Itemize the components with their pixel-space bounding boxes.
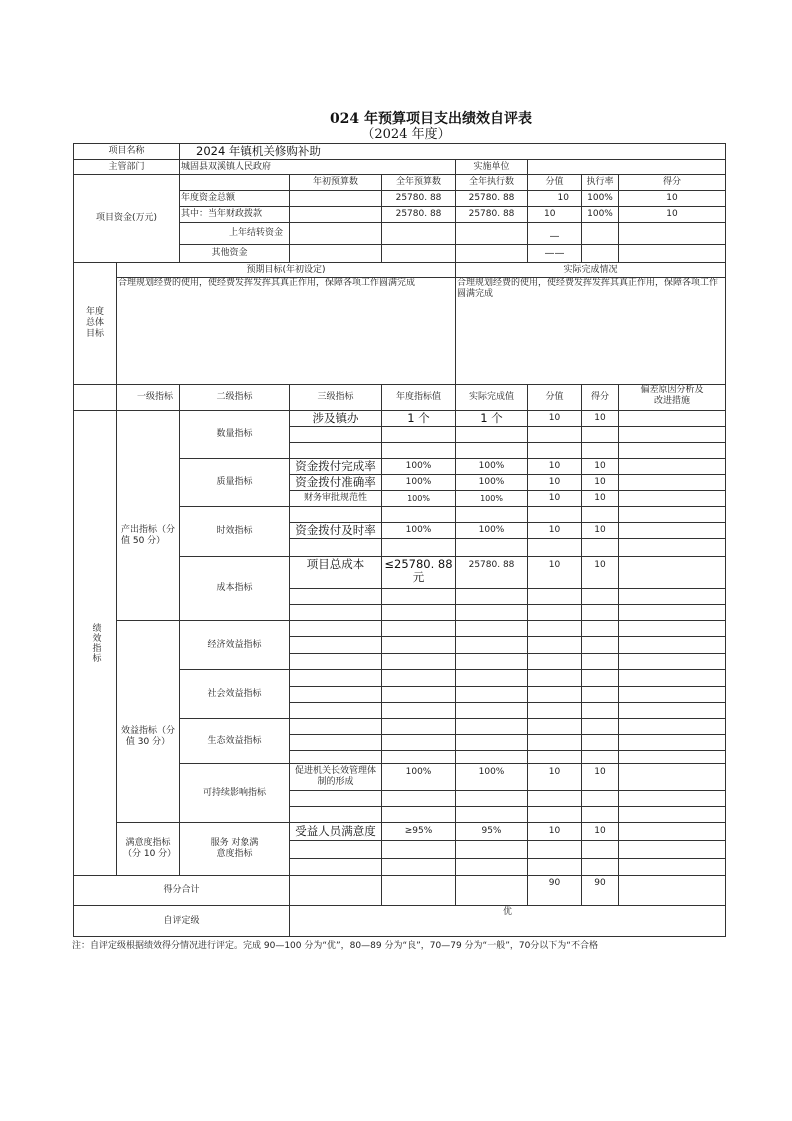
- funds-row-executed: [455, 222, 528, 245]
- grade-value: 优: [289, 905, 726, 937]
- indicator-analysis: [618, 426, 726, 443]
- indicator-target: [381, 669, 456, 687]
- indicator-score: 10: [581, 458, 619, 475]
- indicator-header-actual: 实际完成值: [455, 384, 528, 411]
- indicator-name: [289, 858, 382, 876]
- indicator-name: [289, 588, 382, 605]
- funds-col-weight: 分值: [527, 174, 582, 191]
- indicator-name: [289, 750, 382, 764]
- indicator-analysis: [618, 686, 726, 703]
- indicator-weight: 10: [527, 556, 582, 589]
- indicator-target: ≥95%: [381, 822, 456, 841]
- indicator-target: [381, 790, 456, 807]
- impl-value: [527, 159, 726, 175]
- indicator-actual: 95%: [455, 822, 528, 841]
- indicator-analysis: [618, 806, 726, 823]
- indicator-actual: [455, 718, 528, 735]
- indicator-header-score: 得分: [581, 384, 619, 411]
- funds-row-score: [618, 244, 726, 263]
- indicator-target: [381, 734, 456, 751]
- indicator-name: [289, 686, 382, 703]
- funds-row-label: 其中：当年财政拨款: [179, 206, 290, 223]
- indicator-weight: 10: [527, 763, 582, 791]
- indicator-analysis: [618, 620, 726, 637]
- indicator-target: [381, 702, 456, 719]
- indicator-actual: [455, 588, 528, 605]
- indicator-analysis: [618, 790, 726, 807]
- indicator-target: 100%: [381, 763, 456, 791]
- indicator-score: [581, 426, 619, 443]
- indicator-header-level1: 一级指标: [116, 384, 180, 411]
- goals-label: 年度总体目标: [73, 262, 117, 385]
- level1-benefit: 效益指标（分值 30 分）: [116, 620, 180, 823]
- funds-row-rate: 100%: [581, 206, 619, 223]
- indicator-target: 100%: [381, 474, 456, 491]
- indicator-name: [289, 790, 382, 807]
- indicator-target: [381, 442, 456, 459]
- indicator-weight: 10: [527, 458, 582, 475]
- funds-row-weight: 10: [527, 190, 582, 207]
- indicator-analysis: [618, 490, 726, 507]
- funds-row-score: [618, 222, 726, 245]
- funds-row-annual: 25780. 88: [381, 206, 456, 223]
- funds-col-score: 得分: [618, 174, 726, 191]
- level2-economic: 经济效益指标: [179, 620, 290, 670]
- indicator-target: [381, 636, 456, 654]
- indicator-analysis: [618, 410, 726, 427]
- indicator-actual: [455, 669, 528, 687]
- indicator-weight: [527, 426, 582, 443]
- funds-row-weight: 10: [527, 206, 582, 223]
- level1-satisfaction: 满意度指标（分 10 分）: [116, 822, 180, 876]
- indicator-target: [381, 718, 456, 735]
- indicator-actual: [455, 636, 528, 654]
- indicator-score: [581, 588, 619, 605]
- goals-expected-text: 合理规划经费的使用，使经费发挥发挥其真正作用，保障各项工作圆满完成: [116, 277, 456, 385]
- indicator-analysis: [618, 858, 726, 876]
- indicator-analysis: [618, 750, 726, 764]
- indicator-score: [581, 653, 619, 670]
- indicator-weight: [527, 653, 582, 670]
- indicator-score: [581, 790, 619, 807]
- indicator-analysis: [618, 458, 726, 475]
- funds-row-annual: [381, 244, 456, 263]
- indicator-score: [581, 858, 619, 876]
- indicator-weight: [527, 718, 582, 735]
- indicator-target: ≤25780. 88 元: [381, 556, 456, 589]
- indicator-name: [289, 636, 382, 654]
- indicator-actual: [455, 734, 528, 751]
- indicator-weight: [527, 790, 582, 807]
- indicator-name: 资金拨付完成率: [289, 458, 382, 475]
- indicator-name: [289, 620, 382, 637]
- dept-label: 主管部门: [73, 159, 180, 175]
- indicator-analysis: [618, 702, 726, 719]
- indicator-score: 10: [581, 556, 619, 589]
- indicator-header-target: 年度指标值: [381, 384, 456, 411]
- funds-row-weight: ——: [527, 244, 582, 263]
- indicator-weight: [527, 506, 582, 523]
- indicator-analysis: [618, 538, 726, 557]
- funds-row-label: 上年结转资金: [179, 222, 290, 245]
- indicator-header-weight: 分值: [527, 384, 582, 411]
- indicator-actual: 100%: [455, 458, 528, 475]
- level2-ecological: 生态效益指标: [179, 718, 290, 764]
- indicator-actual: [455, 442, 528, 459]
- funds-label: 项目资金(万元): [73, 174, 180, 263]
- indicator-score: 10: [581, 822, 619, 841]
- indicator-analysis: [618, 718, 726, 735]
- indicator-target: 100%: [381, 458, 456, 475]
- goals-actual-header: 实际完成情况: [455, 262, 726, 278]
- indicator-target: [381, 858, 456, 876]
- total-weight: 90: [527, 875, 582, 906]
- funds-header-blank: [179, 174, 290, 191]
- indicator-score: [581, 702, 619, 719]
- indicator-actual: 25780. 88: [455, 556, 528, 589]
- indicator-actual: [455, 806, 528, 823]
- indicator-weight: 10: [527, 410, 582, 427]
- indicator-name: [289, 734, 382, 751]
- indicator-analysis: [618, 506, 726, 523]
- indicator-target: [381, 538, 456, 557]
- indicator-analysis: [618, 604, 726, 621]
- indicator-analysis: [618, 763, 726, 791]
- indicator-actual: [455, 506, 528, 523]
- indicator-score: 10: [581, 490, 619, 507]
- level2-cost: 成本指标: [179, 556, 290, 621]
- indicator-target: 100%: [381, 490, 456, 507]
- indicator-score: [581, 840, 619, 859]
- indicator-name: [289, 840, 382, 859]
- indicator-name: [289, 718, 382, 735]
- funds-row-label: 其他资金: [179, 244, 290, 263]
- indicator-name: 受益人员满意度: [289, 822, 382, 841]
- grade-label: 自评定级: [73, 905, 290, 937]
- funds-col-annual: 全年预算数: [381, 174, 456, 191]
- indicator-actual: [455, 604, 528, 621]
- indicator-score: [581, 718, 619, 735]
- indicator-actual: [455, 750, 528, 764]
- indicator-actual: [455, 686, 528, 703]
- funds-col-initial: 年初预算数: [289, 174, 382, 191]
- goals-actual-text: 合理规划经费的使用，使经费发挥发挥其真正作用，保障各项工作圆满完成: [455, 277, 726, 385]
- funds-row-executed: 25780. 88: [455, 190, 528, 207]
- indicator-name: [289, 442, 382, 459]
- total-blank-2: [381, 875, 456, 906]
- project-name-value: 2024 年镇机关修购补助: [179, 143, 726, 160]
- indicator-score: 10: [581, 522, 619, 539]
- indicator-target: 100%: [381, 522, 456, 539]
- indicator-header-level2: 二级指标: [179, 384, 290, 411]
- indicator-analysis: [618, 442, 726, 459]
- dept-value: 城固县双溪镇人民政府: [179, 159, 456, 175]
- indicator-weight: [527, 806, 582, 823]
- indicator-score: [581, 669, 619, 687]
- project-name-label: 项目名称: [73, 143, 180, 160]
- indicator-analysis: [618, 556, 726, 589]
- indicator-target: [381, 620, 456, 637]
- indicator-analysis: [618, 636, 726, 654]
- level1-output: 产出指标（分值 50 分）: [116, 410, 180, 621]
- indicator-section-label: [73, 410, 117, 876]
- indicator-name: [289, 653, 382, 670]
- indicator-name: [289, 538, 382, 557]
- indicator-actual: [455, 790, 528, 807]
- indicator-section-text: 绩效指标: [90, 623, 101, 663]
- indicator-analysis: [618, 822, 726, 841]
- indicator-header-level3: 三级指标: [289, 384, 382, 411]
- indicator-target: [381, 653, 456, 670]
- indicator-weight: [527, 840, 582, 859]
- funds-row-annual: 25780. 88: [381, 190, 456, 207]
- funds-row-label: 年度资金总额: [179, 190, 290, 207]
- indicator-name: 促进机关长效管理体制的形成: [289, 763, 382, 791]
- indicator-actual: [455, 840, 528, 859]
- funds-row-score: 10: [618, 190, 726, 207]
- funds-row-initial: [289, 190, 382, 207]
- funds-row-weight: —: [527, 222, 582, 245]
- indicator-target: [381, 604, 456, 621]
- indicator-actual: [455, 858, 528, 876]
- funds-row-rate: [581, 222, 619, 245]
- indicator-score: [581, 750, 619, 764]
- indicator-target: [381, 806, 456, 823]
- indicator-score: 10: [581, 410, 619, 427]
- impl-label: 实施单位: [455, 159, 528, 175]
- level2-quality: 质量指标: [179, 458, 290, 507]
- indicator-analysis: [618, 669, 726, 687]
- indicator-weight: [527, 858, 582, 876]
- indicator-target: [381, 426, 456, 443]
- indicator-score: [581, 506, 619, 523]
- indicator-target: [381, 686, 456, 703]
- indicator-score: [581, 636, 619, 654]
- funds-row-score: 10: [618, 206, 726, 223]
- indicator-analysis: [618, 653, 726, 670]
- indicator-actual: [455, 538, 528, 557]
- page-title: 024 年预算项目支出绩效自评表: [329, 111, 533, 127]
- page-subtitle: （2024 年度）: [361, 127, 451, 142]
- indicator-weight: [527, 620, 582, 637]
- funds-row-rate: 100%: [581, 190, 619, 207]
- indicator-actual: 100%: [455, 490, 528, 507]
- indicator-score: [581, 686, 619, 703]
- total-blank-3: [455, 875, 528, 906]
- indicator-weight: [527, 442, 582, 459]
- indicator-actual: [455, 653, 528, 670]
- indicator-target: [381, 840, 456, 859]
- indicator-header-blank: [73, 384, 117, 411]
- level2-social: 社会效益指标: [179, 669, 290, 719]
- indicator-weight: [527, 538, 582, 557]
- funds-row-executed: [455, 244, 528, 263]
- funds-col-executed: 全年执行数: [455, 174, 528, 191]
- level2-sustainable: 可持续影响指标: [179, 763, 290, 823]
- indicator-weight: [527, 588, 582, 605]
- total-blank-1: [289, 875, 382, 906]
- indicator-score: [581, 538, 619, 557]
- footnote: 注：自评定级根据绩效得分情况进行评定。完成 90—100 分为“优”，80—89 分为“良”，70—79 分为“一般”，70分以下为“不合格: [72, 941, 598, 951]
- indicator-weight: [527, 750, 582, 764]
- indicator-name: [289, 702, 382, 719]
- indicator-score: 10: [581, 474, 619, 491]
- indicator-weight: [527, 734, 582, 751]
- indicator-weight: [527, 604, 582, 621]
- indicator-actual: 100%: [455, 522, 528, 539]
- indicator-weight: [527, 669, 582, 687]
- indicator-analysis: [618, 840, 726, 859]
- indicator-name: 涉及镇办: [289, 410, 382, 427]
- indicator-weight: [527, 686, 582, 703]
- indicator-weight: [527, 636, 582, 654]
- goals-expected-header: 预期目标(年初设定): [116, 262, 456, 278]
- funds-row-initial: [289, 244, 382, 263]
- indicator-name: 资金拨付准确率: [289, 474, 382, 491]
- indicator-weight: [527, 702, 582, 719]
- level2-service-satisfaction: 服务 对象满意度指标: [179, 822, 290, 876]
- funds-row-initial: [289, 222, 382, 245]
- indicator-name: 资金拨付及时率: [289, 522, 382, 539]
- indicator-score: [581, 620, 619, 637]
- indicator-score: [581, 734, 619, 751]
- indicator-name: [289, 806, 382, 823]
- indicator-actual: 1 个: [455, 410, 528, 427]
- indicator-score: [581, 806, 619, 823]
- indicator-analysis: [618, 734, 726, 751]
- indicator-weight: 10: [527, 822, 582, 841]
- funds-row-executed: 25780. 88: [455, 206, 528, 223]
- indicator-target: [381, 506, 456, 523]
- funds-row-rate: [581, 244, 619, 263]
- indicator-analysis: [618, 588, 726, 605]
- indicator-score: [581, 442, 619, 459]
- indicator-score: [581, 604, 619, 621]
- level2-timeliness: 时效指标: [179, 506, 290, 557]
- indicator-name: [289, 669, 382, 687]
- total-label: 得分合计: [73, 875, 290, 906]
- level2-quantity: 数量指标: [179, 410, 290, 459]
- indicator-actual: [455, 620, 528, 637]
- funds-row-annual: [381, 222, 456, 245]
- indicator-name: 财务审批规范性: [289, 490, 382, 507]
- indicator-actual: 100%: [455, 474, 528, 491]
- indicator-name: [289, 426, 382, 443]
- indicator-weight: 10: [527, 490, 582, 507]
- indicator-analysis: [618, 474, 726, 491]
- funds-row-initial: [289, 206, 382, 223]
- indicator-target: [381, 588, 456, 605]
- indicator-weight: 10: [527, 474, 582, 491]
- indicator-name: [289, 604, 382, 621]
- indicator-actual: [455, 702, 528, 719]
- indicator-name: [289, 506, 382, 523]
- indicator-actual: 100%: [455, 763, 528, 791]
- indicator-name: 项目总成本: [289, 556, 382, 589]
- indicator-score: 10: [581, 763, 619, 791]
- indicator-header-analysis: 偏差原因分析及改进措施: [618, 384, 726, 411]
- total-score: 90: [581, 875, 619, 906]
- indicator-analysis: [618, 522, 726, 539]
- indicator-weight: 10: [527, 522, 582, 539]
- indicator-target: 1 个: [381, 410, 456, 427]
- indicator-target: [381, 750, 456, 764]
- total-analysis: [618, 875, 726, 906]
- funds-col-rate: 执行率: [581, 174, 619, 191]
- indicator-actual: [455, 426, 528, 443]
